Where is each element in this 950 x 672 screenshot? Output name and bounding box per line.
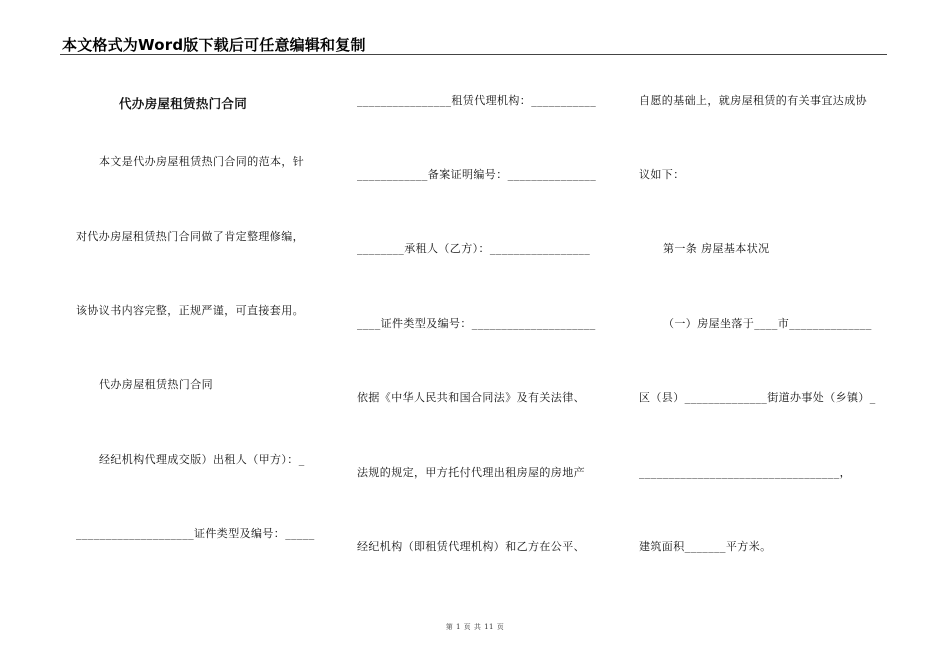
column1-line-5: 经纪机构代理成交版）出租人（甲方）：_	[99, 453, 305, 466]
column1-line-2: 对代办房屋租赁热门合同做了肯定整理修编，	[76, 230, 304, 243]
column2-line-5: 依据《中华人民共和国合同法》及有关法律、	[357, 391, 585, 404]
column3-line-1: 自愿的基础上，就房屋租赁的有关事宜达成协	[639, 94, 867, 107]
column1-line-4: 代办房屋租赁热门合同	[99, 378, 213, 391]
column3-line-3: 第一条 房屋基本状况	[663, 242, 770, 255]
column2-line-7: 经纪机构（即租赁代理机构）和乙方在公平、	[357, 540, 585, 553]
column3-line-7: 建筑面积_______平方米。	[639, 540, 772, 553]
column2-line-4: ____证件类型及编号：_____________________	[357, 317, 596, 330]
column2-line-1: ________________租赁代理机构：___________	[357, 94, 597, 107]
column2-line-3: ________承租人（乙方）：_________________	[357, 242, 591, 255]
column2-line-6: 法规的规定，甲方托付代理出租房屋的房地产	[357, 466, 585, 479]
column3-line-2: 议如下：	[639, 168, 685, 181]
column3-line-4: （一）房屋坐落于____市______________	[663, 317, 872, 330]
column1-line-6: ____________________证件类型及编号：_____	[76, 527, 315, 540]
page-header-title: 本文格式为Word版下载后可任意编辑和复制	[62, 36, 366, 54]
column1-line-3: 该协议书内容完整，正规严谨，可直接套用。	[76, 304, 304, 317]
page-number-footer: 第 1 页 共 11 页	[445, 623, 505, 631]
column3-line-6: __________________________________，	[639, 466, 851, 479]
document-title: 代办房屋租赁热门合同	[119, 96, 248, 111]
column3-line-5: 区（县）______________街道办事处（乡镇）_	[639, 391, 876, 404]
column1-line-1: 本文是代办房屋租赁热门合同的范本，针	[99, 155, 305, 168]
column2-line-2: ____________备案证明编号：_______________	[357, 168, 597, 181]
header-divider	[60, 54, 887, 55]
